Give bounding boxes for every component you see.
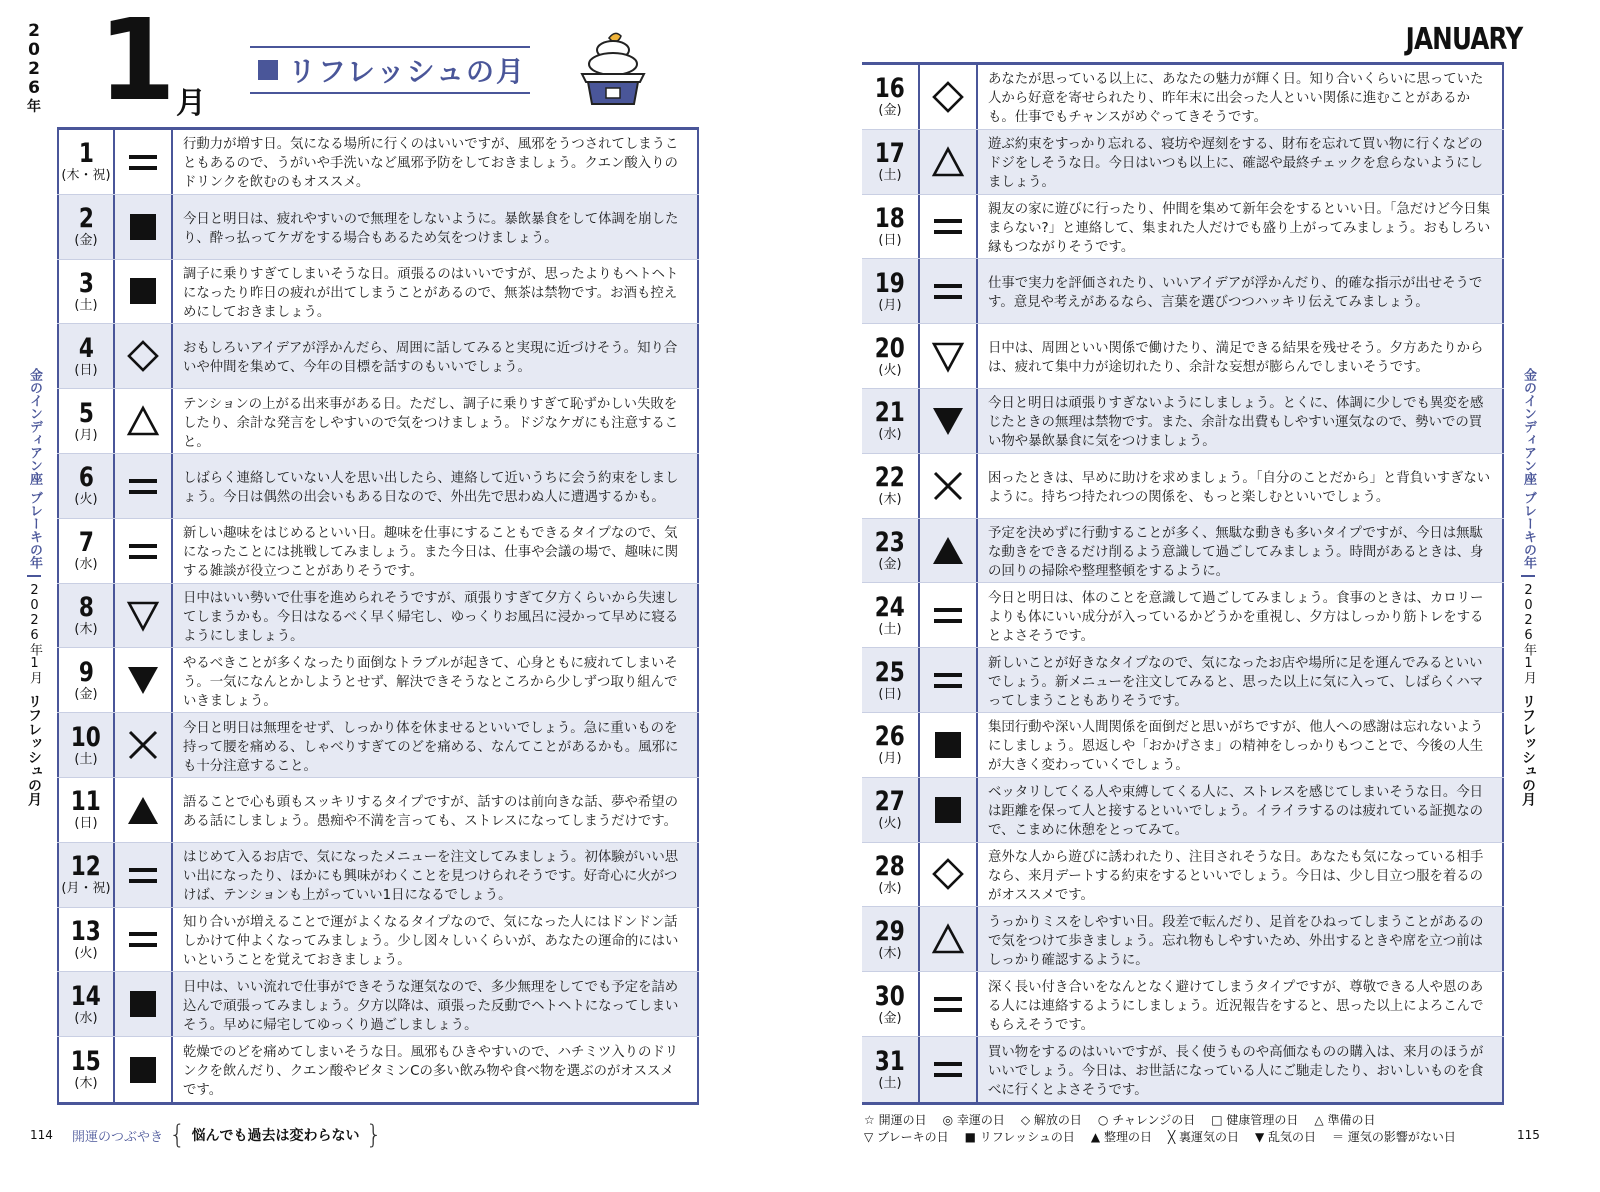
- day-cell: [862, 843, 920, 907]
- day-description: [173, 260, 699, 324]
- day-description: [978, 259, 1504, 323]
- day-cell: [57, 778, 115, 842]
- fortune-mark: [115, 778, 173, 842]
- day-number: 3: [78, 267, 94, 299]
- day-number: 16: [874, 73, 906, 105]
- day-cell: [57, 584, 115, 648]
- down-triangle-filled-icon: [126, 663, 160, 697]
- day-description: [978, 907, 1504, 971]
- day-cell: [862, 454, 920, 518]
- weekday: (木): [74, 621, 98, 637]
- weekday: (土): [74, 751, 98, 767]
- day-row: [57, 972, 699, 1037]
- day-description-text: 新しいことが好きなタイプなので、気になったお店や場所に足を運んでみるといいでしょう。新メニューを注文してみると、思った以上に気に入って、しばらくハマってしまうこともありそうです。: [988, 655, 1484, 709]
- day-cell: [57, 648, 115, 712]
- weekday: (金): [74, 686, 98, 702]
- day-description: [978, 713, 1504, 777]
- legend-item: ▼ 乱気の日: [1255, 1130, 1317, 1144]
- fortune-mark: [920, 843, 978, 907]
- day-number: 6: [78, 462, 94, 494]
- weekday: (金): [878, 556, 902, 572]
- weekday: (水): [878, 427, 902, 443]
- day-cell: [862, 1037, 920, 1102]
- weekday: (金): [74, 233, 98, 249]
- day-number: 5: [78, 397, 94, 429]
- side-date: 2026年1月: [1521, 583, 1536, 684]
- theme-square-icon: [258, 60, 278, 80]
- day-cell: [862, 972, 920, 1036]
- legend-item: △ 準備の日: [1314, 1113, 1376, 1127]
- day-row: [57, 195, 699, 260]
- day-description-text: 買い物をするのはいいですが、長く使うものや高価なものの購入は、来月のほうがいいでしょう。今日は、お世話になっている人にご馳走したり、おいしいものを食べに行くとよさそうです。: [988, 1044, 1484, 1098]
- day-cell: [862, 324, 920, 388]
- day-cell: [57, 843, 115, 907]
- brace-open-icon: {: [169, 1120, 186, 1150]
- theme-label: リフレッシュの月: [288, 55, 527, 88]
- day-row: [57, 648, 699, 713]
- fortune-mark: [920, 130, 978, 194]
- day-number: 29: [874, 915, 906, 947]
- weekday: (月): [74, 427, 98, 443]
- day-row: [57, 778, 699, 843]
- day-number: 9: [78, 656, 94, 688]
- day-description-text: 語ることで心も頭もスッキリするタイプですが、話すのは前向きな話、夢や希望のある話にしましょう。愚痴や不満を言っても、ストレスになってしまうだけです。: [183, 794, 679, 829]
- legend-item: ◎ 幸運の日: [942, 1113, 1005, 1127]
- day-description: [978, 778, 1504, 842]
- day-description: [978, 1037, 1504, 1102]
- day-row: [862, 907, 1504, 972]
- day-number: 30: [874, 980, 906, 1012]
- fortune-mark: [920, 389, 978, 453]
- fortune-mark: [115, 713, 173, 777]
- day-description-text: しばらく連絡していない人を思い出したら、連絡して近いうちに会う約束をしましょう。今日は偶然の出会いもある日なので、外出先で思わぬ人に遭遇するかも。: [183, 470, 679, 505]
- day-number: 4: [78, 332, 94, 364]
- day-row: [862, 1037, 1504, 1102]
- cross-icon: [126, 728, 160, 762]
- day-description: [173, 519, 699, 583]
- equal-icon: [931, 274, 965, 308]
- day-description: [173, 324, 699, 388]
- day-description: [978, 65, 1504, 129]
- legend-item: ○ チャレンジの日: [1097, 1113, 1196, 1127]
- day-row: [862, 519, 1504, 584]
- day-description: [173, 908, 699, 972]
- day-row: [862, 259, 1504, 324]
- square-icon: [126, 987, 160, 1021]
- day-description: [978, 324, 1504, 388]
- weekday: (木): [878, 945, 902, 961]
- page-number-right: 115: [1517, 1128, 1540, 1142]
- day-number: 21: [874, 397, 906, 429]
- legend-item: ▽ ブレーキの日: [864, 1130, 949, 1144]
- day-row: [57, 908, 699, 973]
- day-cell: [862, 195, 920, 259]
- legend-row: [864, 1129, 1504, 1146]
- down-triangle-icon: [126, 598, 160, 632]
- fortune-mark: [920, 259, 978, 323]
- day-cell: [862, 713, 920, 777]
- side-theme: リフレッシュの月: [26, 694, 42, 806]
- english-month-title: JANUARY: [1405, 22, 1522, 57]
- triangle-icon: [126, 404, 160, 438]
- side-zodiac: 金のインディアン座: [1521, 368, 1536, 485]
- day-number: 17: [874, 138, 906, 170]
- day-row: [862, 65, 1504, 130]
- fortune-mark: [115, 972, 173, 1036]
- weekday: (月・祝): [61, 881, 111, 897]
- equal-icon: [126, 858, 160, 892]
- fortune-mark: [920, 454, 978, 518]
- square-icon: [126, 1053, 160, 1087]
- equal-icon: [126, 534, 160, 568]
- day-row: [57, 1037, 699, 1102]
- day-description: [173, 1037, 699, 1102]
- day-description: [978, 454, 1504, 518]
- day-cell: [862, 259, 920, 323]
- day-row: [862, 648, 1504, 713]
- day-description: [978, 972, 1504, 1036]
- day-number: 22: [874, 462, 906, 494]
- day-row: [862, 130, 1504, 195]
- weekday: (日): [878, 232, 902, 248]
- equal-icon: [126, 922, 160, 956]
- legend-item: ╳ 裏運気の日: [1167, 1130, 1239, 1144]
- weekday: (火): [878, 362, 902, 378]
- day-number: 1: [78, 138, 94, 170]
- day-description-text: 予定を決めずに行動することが多く、無駄な動きも多いタイプですが、今日は無駄な動きをできるだけ削るよう意識して過ごしてみましょう。時間があるときは、身の回りの掃除や整理整頓をするように。: [988, 525, 1484, 579]
- fortune-mark: [115, 389, 173, 453]
- triangle-icon: [931, 145, 965, 179]
- day-cell: [57, 908, 115, 972]
- day-description-text: 調子に乗りすぎてしまいそうな日。頑張るのはいいですが、思ったよりもヘトヘトになったり昨日の疲れが出てしまうことがあるので、無茶は禁物です。お酒も控えめにしておきましょう。: [183, 266, 679, 320]
- day-number: 20: [874, 332, 906, 364]
- fortune-mark: [920, 648, 978, 712]
- weekday: (金): [878, 103, 902, 119]
- fortune-mark: [920, 195, 978, 259]
- month-number: 1: [98, 0, 176, 126]
- day-row: [862, 389, 1504, 454]
- day-row: [57, 713, 699, 778]
- day-number: 12: [70, 851, 102, 883]
- square-icon: [931, 793, 965, 827]
- equal-icon: [931, 598, 965, 632]
- day-row: [57, 130, 699, 195]
- day-cell: [57, 130, 115, 194]
- month-kanji: 月: [176, 86, 206, 121]
- day-description: [173, 972, 699, 1036]
- weekday: (水): [74, 1010, 98, 1026]
- day-description-text: はじめて入るお店で、気になったメニューを注文してみましょう。初体験がいい思い出になったり、ほかにも興味がわくことを見つけられそうです。好奇心に火がつけば、テンションも上がっていい1日になるでしょう。: [183, 850, 679, 904]
- day-description: [173, 195, 699, 259]
- day-row: [862, 583, 1504, 648]
- day-description-text: 集団行動や深い人間関係を面倒だと思いがちですが、他人への感謝は忘れないようにしましょう。恩返しや「おかげさま」の精神をしっかりもつことで、今後の人生が大きく変わっていくでしょう。: [988, 720, 1484, 774]
- fortune-mark: [920, 65, 978, 129]
- day-description: [173, 648, 699, 712]
- fortune-mark: [115, 908, 173, 972]
- day-number: 28: [874, 850, 906, 882]
- day-description-text: 新しい趣味をはじめるといい日。趣味を仕事にすることもできるタイプなので、気になったことには挑戦してみましょう。また今日は、仕事や会議の場で、趣味に関する雑談が役立つことがありそうです。: [183, 526, 679, 580]
- equal-icon: [126, 469, 160, 503]
- day-number: 19: [874, 267, 906, 299]
- day-description: [978, 583, 1504, 647]
- fortune-mark: [920, 907, 978, 971]
- diamond-icon: [931, 80, 965, 114]
- side-divider: [1521, 575, 1535, 577]
- day-description-text: ベッタリしてくる人や束縛してくる人に、ストレスを感じてしまいそうな日。今日は距離を保って人と接するといいでしょう。イライラするのは疲れている証拠なので、こまめに休憩をとってみて。: [988, 785, 1484, 839]
- day-number: 18: [874, 202, 906, 234]
- day-description-text: テンションの上がる出来事がある日。ただし、調子に乗りすぎて恥ずかしい失敗をしたり、余計な発言をしやすいので気をつけましょう。ドジなケガにも注意すること。: [183, 396, 679, 450]
- month-theme: [250, 46, 530, 94]
- triangle-filled-icon: [931, 533, 965, 567]
- day-number: 15: [70, 1046, 102, 1078]
- weekday: (水): [74, 557, 98, 573]
- day-row: [862, 713, 1504, 778]
- day-description-text: 知り合いが増えることで運がよくなるタイプなので、気になった人にはドンドン話しかけて仲よくなってみましょう。少し図々しいくらいが、あなたの運命的にはいいということを覚えておきましょう。: [183, 914, 679, 968]
- cross-icon: [931, 469, 965, 503]
- day-number: 25: [874, 656, 906, 688]
- triangle-filled-icon: [126, 793, 160, 827]
- day-cell: [57, 519, 115, 583]
- fortune-mark: [115, 1037, 173, 1102]
- day-description: [978, 648, 1504, 712]
- day-description-text: 日中は、いい流れで仕事ができそうな運気なので、多少無理をしてでも予定を詰め込んで頑張ってみましょう。夕方以降は、頑張った反動でヘトヘトになってしまいそう。早めに帰宅してゆっくり過ごしましょう。: [183, 979, 679, 1033]
- down-triangle-icon: [931, 339, 965, 373]
- day-description: [173, 584, 699, 648]
- fortune-mark: [920, 1037, 978, 1102]
- square-icon: [126, 274, 160, 308]
- day-row: [57, 260, 699, 325]
- day-description-text: 今日と明日は頑張りすぎないようにしましょう。とくに、体調に少しでも異変を感じたときの無理は禁物です。また、余計な出費もしやすい運気なので、勢いでの買い物や暴飲暴食に気をつけましょう。: [988, 396, 1484, 450]
- day-row: [57, 584, 699, 649]
- legend-item: ◇ 解放の日: [1020, 1113, 1082, 1127]
- day-cell: [862, 778, 920, 842]
- day-cell: [57, 1037, 115, 1102]
- day-number: 11: [70, 786, 102, 818]
- day-cell: [862, 389, 920, 453]
- day-description-text: 日中はいい勢いで仕事を進められそうですが、頑張りすぎて夕方くらいから失速してしまうかも。今日はなるべく早く帰宅し、ゆっくりお風呂に浸かって早めに寝るようにしましょう。: [183, 590, 679, 644]
- kagami-mochi-icon: [576, 30, 650, 110]
- day-cell: [862, 519, 920, 583]
- day-row: [57, 519, 699, 584]
- day-cell: [57, 454, 115, 518]
- side-date: 2026年1月: [27, 583, 42, 684]
- day-description-text: 意外な人から遊びに誘われたり、注目されそうな日。あなたも気になっている相手なら、来月デートする約束をするといいでしょう。今日は、少し目立つ服を着るのがオススメです。: [988, 849, 1484, 903]
- day-number: 2: [78, 203, 94, 235]
- day-description-text: 親友の家に遊びに行ったり、仲間を集めて新年会をするといい日。「急だけど今日集まらない?」と連絡して、集まれた人だけでも盛り上がってみましょう。おもしろい縁もつながりそうです。: [988, 201, 1491, 255]
- weekday: (木): [74, 1076, 98, 1092]
- day-number: 24: [874, 591, 906, 623]
- fortune-mark: [920, 519, 978, 583]
- fortune-mark: [115, 843, 173, 907]
- weekday: (日): [74, 362, 98, 378]
- day-row: [57, 454, 699, 519]
- equal-icon: [126, 145, 160, 179]
- side-label-left: [24, 368, 44, 806]
- weekday: (日): [74, 816, 98, 832]
- weekday: (木・祝): [61, 168, 111, 184]
- vertical-year: 2 0 2 6 年: [27, 21, 41, 115]
- weekday: (土): [878, 621, 902, 637]
- day-cell: [862, 65, 920, 129]
- day-description-text: 仕事で実力を評価されたり、いいアイデアが浮かんだり、的確な指示が出せそうです。意見や考えがあるなら、言葉を選びつつハッキリ伝えてみましょう。: [988, 276, 1483, 311]
- fortune-mark: [115, 130, 173, 194]
- day-description-text: 深く長い付き合いをなんとなく避けてしまうタイプですが、尊敬できる人や恩のある人には連絡するようにしましょう。近況報告をすると、思った以上によろこんでもらえそうです。: [988, 979, 1484, 1033]
- fortune-mark: [920, 713, 978, 777]
- legend-item: ▲ 整理の日: [1090, 1130, 1152, 1144]
- legend-row: [864, 1112, 1504, 1129]
- day-row: [862, 843, 1504, 908]
- day-cell: [57, 972, 115, 1036]
- day-row: [57, 324, 699, 389]
- day-cell: [57, 195, 115, 259]
- lucky-murmur: [72, 1122, 382, 1148]
- fortune-mark: [115, 454, 173, 518]
- equal-icon: [931, 209, 965, 243]
- equal-icon: [931, 1052, 965, 1086]
- murmur-quote: 悩んでも過去は変わらない: [191, 1128, 360, 1144]
- fortune-mark: [115, 260, 173, 324]
- day-cell: [57, 713, 115, 777]
- day-row: [862, 195, 1504, 260]
- day-number: 31: [874, 1045, 906, 1077]
- weekday: (木): [878, 492, 902, 508]
- day-cell: [862, 583, 920, 647]
- square-icon: [931, 728, 965, 762]
- day-description-text: 遊ぶ約束をすっかり忘れる、寝坊や遅刻をする、財布を忘れて買い物に行くなどのドジをしそうな日。今日はいつも以上に、確認や最終チェックを怠らないようにしましょう。: [988, 137, 1484, 191]
- calendar-left: [57, 127, 699, 1105]
- triangle-icon: [931, 922, 965, 956]
- day-cell: [862, 648, 920, 712]
- day-description-text: 今日と明日は無理をせず、しっかり体を休ませるといいでしょう。急に重いものを持って腰を痛める、しゃべりすぎてのどを痛める、なんてことがあるかも。風邪にも十分注意すること。: [183, 720, 679, 774]
- calendar-right: [862, 62, 1504, 1105]
- legend-item: □ 健康管理の日: [1211, 1113, 1299, 1127]
- weekday: (火): [878, 816, 902, 832]
- weekday: (金): [878, 1010, 902, 1026]
- day-row: [862, 454, 1504, 519]
- day-cell: [862, 130, 920, 194]
- weekday: (日): [878, 686, 902, 702]
- fortune-mark: [920, 972, 978, 1036]
- fortune-mark: [920, 583, 978, 647]
- diamond-icon: [126, 339, 160, 373]
- fortune-mark: [115, 324, 173, 388]
- fortune-mark: [920, 324, 978, 388]
- legend: [864, 1112, 1504, 1146]
- fortune-mark: [115, 195, 173, 259]
- page-number-left: 114: [30, 1128, 53, 1142]
- day-description-text: 行動力が増す日。気になる場所に行くのはいいですが、風邪をうつされてしまうこともあるので、うがいや手洗いなど風邪予防をしておきましょう。クエン酸入りのドリンクを飲むのもオススメ。: [183, 137, 679, 191]
- day-row: [862, 324, 1504, 389]
- equal-icon: [931, 663, 965, 697]
- day-number: 23: [874, 526, 906, 558]
- fortune-mark: [115, 648, 173, 712]
- fortune-mark: [920, 778, 978, 842]
- day-description: [978, 130, 1504, 194]
- down-triangle-filled-icon: [931, 404, 965, 438]
- fortune-mark: [115, 519, 173, 583]
- day-cell: [862, 907, 920, 971]
- day-cell: [57, 260, 115, 324]
- weekday: (火): [74, 945, 98, 961]
- weekday: (土): [74, 297, 98, 313]
- day-row: [862, 972, 1504, 1037]
- day-number: 10: [70, 721, 102, 753]
- day-description: [173, 389, 699, 453]
- day-number: 27: [874, 786, 906, 818]
- diamond-icon: [931, 857, 965, 891]
- day-row: [862, 778, 1504, 843]
- side-year-type: ブレーキの年: [27, 491, 42, 569]
- day-description-text: やるべきことが多くなったり面倒なトラブルが起きて、心身ともに疲れてしまいそう。一気になんとかしようとせず、解決できそうなところから少しずつ取り組んでいきましょう。: [183, 655, 678, 709]
- day-description-text: あなたが思っている以上に、あなたの魅力が輝く日。知り合いくらいに思っていた人から好意を寄せられたり、昨年末に出会った人といい関係に進むことがあるかも。仕事でもチャンスがめぐってきそうです。: [988, 72, 1484, 126]
- day-number: 26: [874, 721, 906, 753]
- day-description-text: 困ったときは、早めに助けを求めましょう。「自分のことだから」と背負いすぎないように。持ちつ持たれつの関係を、もっと楽しむといいでしょう。: [988, 470, 1491, 505]
- day-description: [173, 843, 699, 907]
- day-number: 8: [78, 591, 94, 623]
- murmur-label: 開運のつぶやき: [72, 1129, 164, 1145]
- side-year-type: ブレーキの年: [1521, 491, 1536, 569]
- day-description: [978, 389, 1504, 453]
- weekday: (水): [878, 880, 902, 896]
- day-row: [57, 389, 699, 454]
- day-description: [978, 519, 1504, 583]
- side-label-right: [1518, 368, 1538, 806]
- weekday: (土): [878, 1075, 902, 1091]
- day-description: [173, 778, 699, 842]
- equal-icon: [931, 987, 965, 1021]
- weekday: (月): [878, 297, 902, 313]
- weekday: (土): [878, 168, 902, 184]
- side-zodiac: 金のインディアン座: [27, 368, 42, 485]
- day-number: 13: [70, 915, 102, 947]
- day-description: [173, 454, 699, 518]
- legend-item: ■ リフレッシュの日: [964, 1130, 1075, 1144]
- day-description: [978, 195, 1504, 259]
- day-description: [173, 130, 699, 194]
- brace-close-icon: }: [365, 1120, 383, 1150]
- day-cell: [57, 324, 115, 388]
- day-description-text: うっかりミスをしやすい日。段差で転んだり、足首をひねってしまうことがあるので気をつけて歩きましょう。忘れ物もしやすいため、外出するときや席を立つ前はしっかり確認するように。: [988, 914, 1484, 968]
- day-description-text: 日中は、周囲といい関係で働けたり、満足できる結果を残せそう。夕方あたりからは、疲れて集中力が途切れたり、余計な妄想が膨らんでしまいそうです。: [988, 341, 1484, 376]
- day-description-text: 乾燥でのどを痛めてしまいそうな日。風邪もひきやすいので、ハチミツ入りのドリンクを飲んだり、クエン酸やビタミンCの多い飲み物や食べ物を選ぶのがオススメです。: [183, 1045, 679, 1099]
- square-icon: [126, 210, 160, 244]
- day-row: [57, 843, 699, 908]
- day-description: [173, 713, 699, 777]
- day-description: [978, 843, 1504, 907]
- side-theme: リフレッシュの月: [1520, 694, 1536, 806]
- fortune-mark: [115, 584, 173, 648]
- weekday: (月): [878, 751, 902, 767]
- day-number: 7: [78, 527, 94, 559]
- day-description-text: 今日と明日は、疲れやすいので無理をしないように。暴飲暴食をして体調を崩したり、酔っ払ってケガをする場合もあるため気をつけましょう。: [183, 211, 679, 246]
- day-description-text: 今日と明日は、体のことを意識して過ごしてみましょう。食事のときは、カロリーよりも体にいい成分が入っているかどうかを重視し、夕方はしっかり筋トレをするとよさそうです。: [988, 590, 1484, 644]
- day-number: 14: [70, 980, 102, 1012]
- legend-item: ＝ 運気の影響がない日: [1332, 1130, 1456, 1144]
- day-description-text: おもしろいアイデアが浮かんだら、周囲に話してみると実現に近づけそう。知り合いや仲間を集めて、今年の目標を話すのもいいでしょう。: [183, 341, 678, 376]
- day-cell: [57, 389, 115, 453]
- side-divider: [27, 575, 41, 577]
- weekday: (火): [74, 492, 98, 508]
- legend-item: ☆ 開運の日: [864, 1113, 927, 1127]
